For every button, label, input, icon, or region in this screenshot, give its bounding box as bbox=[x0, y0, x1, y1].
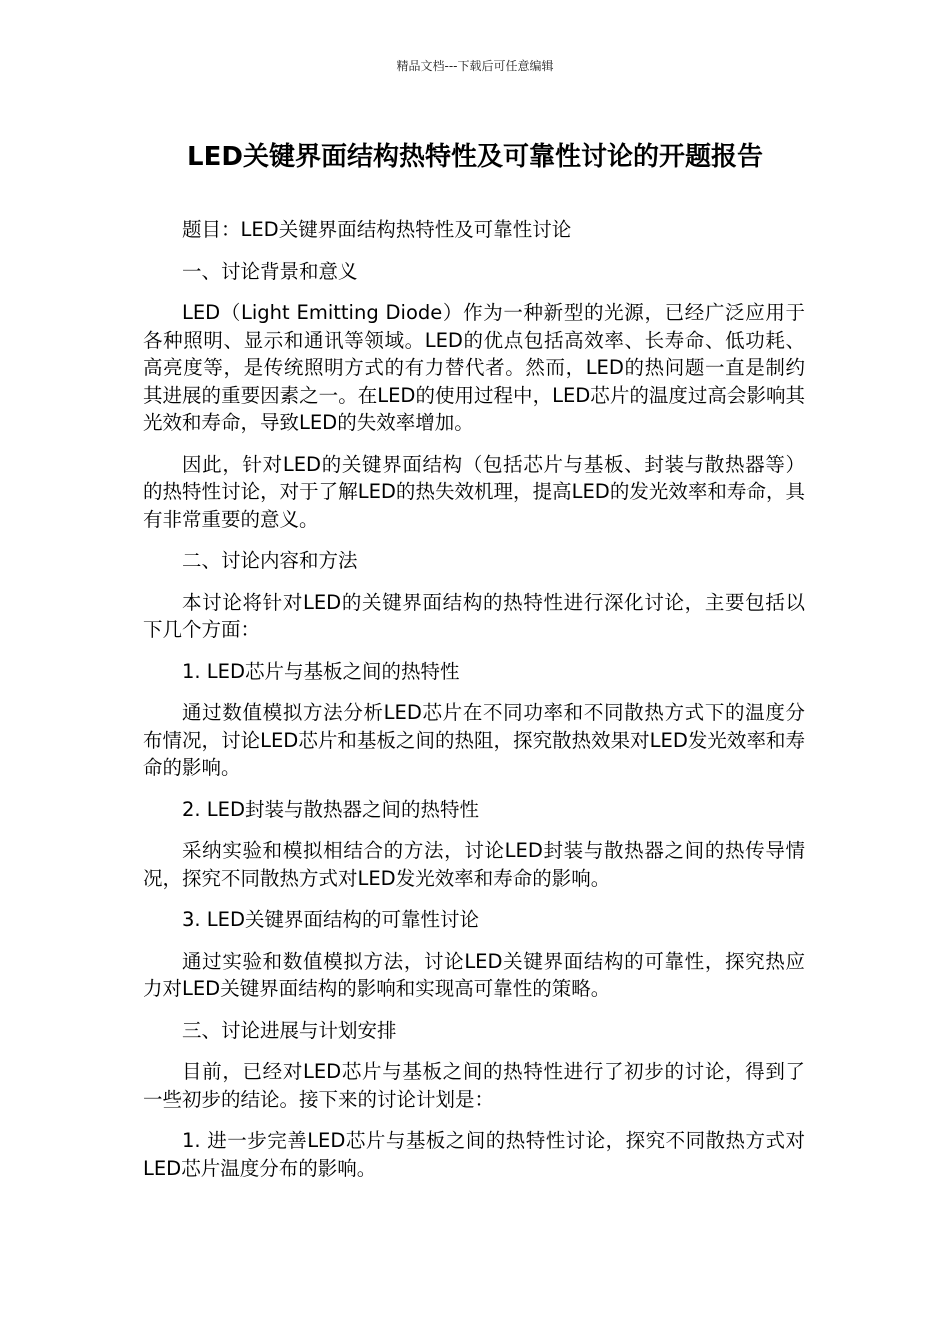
item-heading-2: 2. LED封装与散热器之间的热特性 bbox=[182, 797, 480, 821]
section-heading-1: 一、讨论背景和意义 bbox=[182, 259, 358, 283]
page-header: 精品文档---下载后可任意编辑 bbox=[396, 59, 554, 73]
item-heading-3: 3. LED关键界面结构的可靠性讨论 bbox=[182, 908, 480, 931]
paragraph-significance: 因此，针对LED的关键界面结构（包括芯片与基板、封装与散热器等）的热特性讨论，对于了解LED的热失效机理，提高LED的发光效率和寿命，具有非常重要的意义。 bbox=[143, 452, 805, 531]
paragraph-progress: 目前，已经对LED芯片与基板之间的热特性进行了初步的讨论，得到了一些初步的结论。接下来的讨论计划是： bbox=[143, 1060, 805, 1111]
document-title: LED关键界面结构热特性及可靠性讨论的开题报告 bbox=[187, 142, 763, 172]
paragraph-content-intro: 本讨论将针对LED的关键界面结构的热特性进行深化讨论，主要包括以下几个方面： bbox=[143, 590, 805, 641]
plan-item-1: 1. 进一步完善LED芯片与基板之间的热特性讨论，探究不同散热方式对LED芯片温度分布的影响。 bbox=[143, 1129, 805, 1180]
topic-line: 题目：LED关键界面结构热特性及可靠性讨论 bbox=[182, 218, 572, 241]
paragraph-background: LED（Light Emitting Diode）作为一种新型的光源，已经广泛应用于各种照明、显示和通讯等领域。LED的优点包括高效率、长寿命、低功耗、高亮度等，是传统照明方式的有力替代者。然而，LED的热问题一直是制约其进展的重要因素之一。在LED的使用过程中，LED芯片的温度过高会影响其光效和寿命，导致LED的失效率增加。 bbox=[143, 301, 805, 434]
item-heading-1: 1. LED芯片与基板之间的热特性 bbox=[182, 659, 460, 683]
item-text-1: 通过数值模拟方法分析LED芯片在不同功率和不同散热方式下的温度分布情况，讨论LED芯片和基板之间的热阻，探究散热效果对LED发光效率和寿命的影响。 bbox=[143, 701, 805, 779]
document-body bbox=[143, 216, 805, 1196]
section-heading-3: 三、讨论进展与计划安排 bbox=[182, 1018, 397, 1042]
section-heading-2: 二、讨论内容和方法 bbox=[182, 549, 358, 572]
item-text-3: 通过实验和数值模拟方法，讨论LED关键界面结构的可靠性，探究热应力对LED关键界面结构的影响和实现高可靠性的策略。 bbox=[143, 949, 805, 1000]
item-text-2: 采纳实验和模拟相结合的方法，讨论LED封装与散热器之间的热传导情况，探究不同散热方式对LED发光效率和寿命的影响。 bbox=[143, 839, 805, 890]
